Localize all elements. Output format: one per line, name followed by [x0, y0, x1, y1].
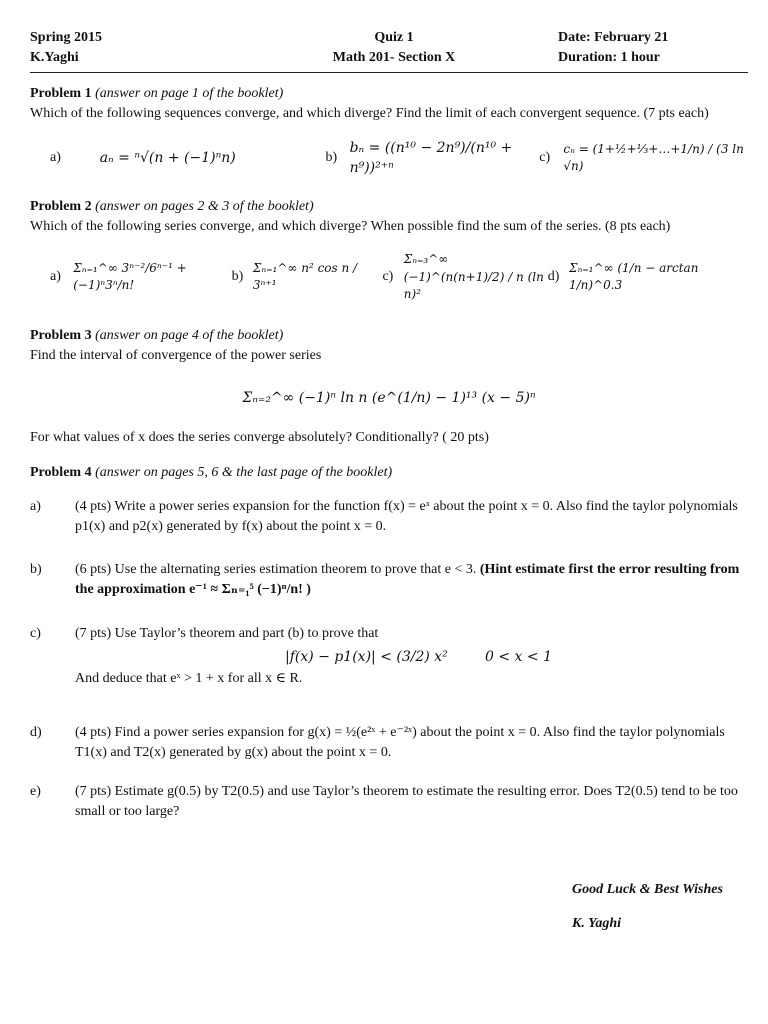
- p4-e-label: e): [30, 783, 41, 799]
- p2-d-expr: Σₙ₌₁^∞ (1/n − arctan 1/n)^0.3: [568, 261, 699, 293]
- problem-3-title: Problem 3: [30, 327, 92, 343]
- problem-4-note: (answer on pages 5, 6 & the last page of the booklet): [95, 464, 393, 480]
- problem-1-text: Which of the following sequences converge, and which diverge? Find the limit of each convergent sequence. (7 pts each): [30, 105, 709, 121]
- p2-b-label: b): [231, 269, 244, 285]
- problem-2-title: Problem 2: [30, 198, 92, 214]
- p4-item-c: [30, 624, 748, 689]
- p4-a-text: (4 pts) Write a power series expansion for the function f(x) = eˣ about the point x = 0. Also find the taylor polynomials p1(x) and p2(x) generated by f(x) about the point x = 0.: [75, 499, 738, 535]
- problem-3-after: For what values of x does the series converge absolutely? Conditionally? ( 20 pts): [30, 430, 489, 446]
- p4-c-range: 0 < x < 1: [485, 648, 552, 665]
- author: K.Yaghi: [30, 50, 79, 66]
- problem-4: [30, 463, 748, 823]
- p1-a-label: a): [50, 150, 61, 166]
- p4-e-text: (7 pts) Estimate g(0.5) by T2(0.5) and use Taylor’s theorem to estimate the resulting error. Does T2(0.5) tend to be too small or too large?: [75, 783, 738, 819]
- quiz-title: Quiz 1: [374, 30, 414, 45]
- problem-3-text: Find the interval of convergence of the power series: [30, 347, 322, 363]
- date: Date: February 21: [558, 30, 669, 45]
- problem-2-note: (answer on pages 2 & 3 of the booklet): [95, 198, 314, 214]
- header-rule: [30, 72, 748, 73]
- problem-2-text: Which of the following series converge, and which diverge? When possible find the sum of the series. (8 pts each): [30, 219, 671, 235]
- p4-item-e: [30, 782, 748, 823]
- p4-b-text: (6 pts) Use the alternating series estimation theorem to prove that e < 3.: [75, 561, 477, 577]
- p4-c-formula: |f(x) − p1(x)| < (3/2) x²: [285, 648, 448, 665]
- p1-b-expr: bₙ = ((n¹⁰ − 2n⁹)/(n¹⁰ + n⁹))²⁺ⁿ: [349, 140, 513, 177]
- signature: K. Yaghi: [572, 916, 622, 931]
- p2-a-label: a): [50, 269, 61, 285]
- p4-c-label: c): [30, 626, 41, 642]
- problem-1: [30, 84, 748, 179]
- p4-d-label: d): [30, 725, 42, 741]
- course: Math 201- Section X: [332, 50, 456, 66]
- problem-1-title: Problem 1: [30, 85, 92, 101]
- quiz-page: [30, 28, 748, 822]
- p2-c-expr: Σₙ₌₃^∞ (−1)^(n(n+1)/2) / n (ln n)²: [403, 252, 544, 302]
- closing-wish: Good Luck & Best Wishes: [572, 882, 723, 897]
- p2-a-expr: Σₙ₌₁^∞ 3ⁿ⁻²/6ⁿ⁻¹ + (−1)ⁿ3ⁿ/n!: [73, 261, 187, 293]
- p2-c-label: c): [382, 269, 394, 285]
- problem-3-note: (answer on page 4 of the booklet): [95, 327, 284, 343]
- p4-item-d: [30, 723, 748, 764]
- p1-c-expr: cₙ = (1+½+⅓+…+1/n) / (3 ln √n): [563, 142, 744, 174]
- p4-c-text: (7 pts) Use Taylor’s theorem and part (b) to prove that: [75, 626, 379, 642]
- p2-d-label: d): [547, 269, 560, 285]
- duration: Duration: 1 hour: [558, 50, 660, 66]
- p4-b-label: b): [30, 561, 42, 577]
- problem-3: [30, 326, 748, 449]
- p1-a-expr: aₙ = ⁿ√(n + (−1)ⁿn): [99, 150, 236, 167]
- p2-b-expr: Σₙ₌₁^∞ n² cos n / 3ⁿ⁺¹: [252, 261, 358, 293]
- header: [30, 28, 748, 69]
- p4-b-hint: (Hint estimate first the error resulting from the approximation e⁻¹ ≈ Σₙ₌₁⁵ (−1)ⁿ/n! ): [75, 561, 740, 597]
- problem-3-formula: Σₙ₌₂^∞ (−1)ⁿ ln n (e^(1/n) − 1)¹³ (x − 5)ⁿ: [242, 390, 536, 407]
- p1-c-label: c): [539, 150, 551, 166]
- p4-item-b: [30, 560, 748, 601]
- p1-b-label: b): [325, 150, 338, 166]
- problem-2: [30, 197, 748, 304]
- problem-4-title: Problem 4: [30, 464, 92, 480]
- problem-1-note: (answer on page 1 of the booklet): [95, 85, 284, 101]
- p4-d-text: (4 pts) Find a power series expansion for g(x) = ½(e²ˣ + e⁻²ˣ) about the point x = 0. Also find the taylor polynomials T1(x) and T2(x) generated by g(x) about the point x = 0.: [75, 725, 725, 761]
- p4-c-after: And deduce that eˣ > 1 + x for all x ∈ R.: [75, 670, 303, 686]
- p4-a-label: a): [30, 499, 41, 515]
- p4-item-a: [30, 497, 748, 538]
- term: Spring 2015: [30, 30, 102, 45]
